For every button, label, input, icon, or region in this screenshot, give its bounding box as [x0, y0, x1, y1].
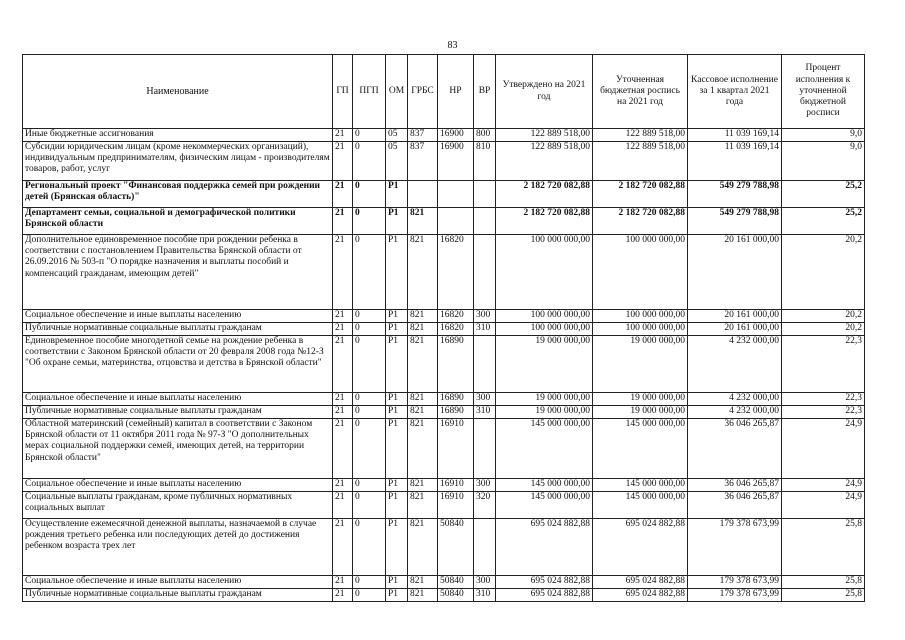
- cell-approved: 695 024 882,88: [496, 589, 593, 602]
- cell-vr: 310: [474, 323, 496, 336]
- cell-cash: 20 161 000,00: [688, 323, 782, 336]
- cell-approved: 145 000 000,00: [496, 492, 593, 519]
- cell-approved: 100 000 000,00: [496, 323, 593, 336]
- cell-gp: 21: [333, 406, 353, 419]
- cell-grbs: 821: [408, 336, 438, 393]
- cell-gp: 21: [333, 576, 353, 589]
- cell-om: P1: [386, 208, 408, 235]
- cell-vr: 310: [474, 406, 496, 419]
- cell-om: P1: [386, 419, 408, 479]
- cell-refined: 100 000 000,00: [593, 235, 688, 310]
- header-grbs: ГРБС: [408, 55, 438, 129]
- cell-gp: 21: [333, 589, 353, 602]
- cell-pgp: 0: [353, 589, 386, 602]
- cell-np: 16910: [438, 419, 474, 479]
- table-row: [23, 235, 865, 310]
- table-body: [23, 129, 865, 602]
- cell-cash: 36 046 265,87: [688, 479, 782, 492]
- cell-cash: 4 232 000,00: [688, 336, 782, 393]
- header-gp: ГП: [333, 55, 353, 129]
- cell-percent: 22,3: [782, 393, 865, 406]
- cell-refined: 695 024 882,88: [593, 519, 688, 576]
- cell-percent: 20,2: [782, 323, 865, 336]
- cell-gp: 21: [333, 310, 353, 323]
- cell-grbs: 821: [408, 208, 438, 235]
- cell-gp: 21: [333, 519, 353, 576]
- cell-pgp: 0: [353, 129, 386, 142]
- cell-om: 05: [386, 142, 408, 181]
- cell-pgp: 0: [353, 323, 386, 336]
- cell-om: P1: [386, 393, 408, 406]
- cell-np: 16910: [438, 479, 474, 492]
- cell-gp: 21: [333, 336, 353, 393]
- cell-grbs: 821: [408, 576, 438, 589]
- cell-np: 50840: [438, 576, 474, 589]
- cell-cash: 549 279 788,98: [688, 208, 782, 235]
- cell-grbs: 821: [408, 479, 438, 492]
- cell-cash: 179 378 673,99: [688, 519, 782, 576]
- cell-np: 16890: [438, 406, 474, 419]
- cell-gp: 21: [333, 492, 353, 519]
- cell-np: 16820: [438, 310, 474, 323]
- table-row: [23, 519, 865, 576]
- cell-cash: 36 046 265,87: [688, 419, 782, 479]
- cell-vr: [474, 419, 496, 479]
- cell-approved: 122 889 518,00: [496, 129, 593, 142]
- cell-percent: 20,2: [782, 310, 865, 323]
- cell-np: 16900: [438, 129, 474, 142]
- cell-grbs: 821: [408, 419, 438, 479]
- cell-refined: 19 000 000,00: [593, 336, 688, 393]
- cell-om: P1: [386, 336, 408, 393]
- cell-om: P1: [386, 589, 408, 602]
- cell-om: 05: [386, 129, 408, 142]
- cell-pgp: 0: [353, 310, 386, 323]
- cell-refined: 2 182 720 082,88: [593, 181, 688, 208]
- table-row: [23, 406, 865, 419]
- cell-approved: 695 024 882,88: [496, 576, 593, 589]
- cell-pgp: 0: [353, 208, 386, 235]
- cell-refined: 695 024 882,88: [593, 589, 688, 602]
- cell-om: P1: [386, 492, 408, 519]
- cell-percent: 22,3: [782, 336, 865, 393]
- header-percent: Процент исполнения к уточненной бюджетной росписи: [782, 55, 865, 129]
- cell-name: Единовременное пособие многодетной семье на рождение ребенка в соответствии с Законом Брянской области от 20 февраля 2008 года №12-З "Об охране семьи, материнства, отцовства и детства в Брянской области": [23, 336, 333, 393]
- cell-name: Социальное обеспечение и иные выплаты населению: [23, 310, 333, 323]
- table-row: [23, 419, 865, 479]
- cell-cash: 36 046 265,87: [688, 492, 782, 519]
- table-row: [23, 336, 865, 393]
- cell-approved: 145 000 000,00: [496, 479, 593, 492]
- cell-name: Дополнительное единовременное пособие при рождении ребенка в соответствии с постановлением Правительства Брянской области от 26.09.2016 № 503-п "О порядке назначения и выплаты пособий и компенсаций гражданам, имеющим детей": [23, 235, 333, 310]
- cell-grbs: 837: [408, 142, 438, 181]
- cell-approved: 19 000 000,00: [496, 393, 593, 406]
- cell-gp: 21: [333, 323, 353, 336]
- cell-name: Субсидии юридическим лицам (кроме некоммерческих организаций), индивидуальным предпринимателям, физическим лицам - производителям товаров, работ, услуг: [23, 142, 333, 181]
- cell-grbs: 821: [408, 519, 438, 576]
- cell-refined: 100 000 000,00: [593, 310, 688, 323]
- cell-vr: [474, 336, 496, 393]
- cell-percent: 25,2: [782, 181, 865, 208]
- cell-gp: 21: [333, 393, 353, 406]
- cell-refined: 19 000 000,00: [593, 393, 688, 406]
- cell-pgp: 0: [353, 393, 386, 406]
- header-cash: Кассовое исполнение за 1 квартал 2021 года: [688, 55, 782, 129]
- header-name: Наименование: [23, 55, 333, 129]
- cell-vr: 320: [474, 492, 496, 519]
- cell-pgp: 0: [353, 576, 386, 589]
- cell-om: P1: [386, 519, 408, 576]
- cell-refined: 145 000 000,00: [593, 479, 688, 492]
- cell-vr: 810: [474, 142, 496, 181]
- table-row: [23, 310, 865, 323]
- cell-name: Областной материнский (семейный) капитал в соответствии с Законом Брянской области от 11 октября 2011 года № 97-З "О дополнительных мерах социальной поддержки семей, имеющих детей, на территории Брянской области": [23, 419, 333, 479]
- cell-name: Публичные нормативные социальные выплаты гражданам: [23, 323, 333, 336]
- cell-percent: 25,2: [782, 208, 865, 235]
- cell-gp: 21: [333, 142, 353, 181]
- cell-vr: [474, 208, 496, 235]
- cell-name: Социальное обеспечение и иные выплаты населению: [23, 393, 333, 406]
- table-row: [23, 479, 865, 492]
- cell-vr: [474, 519, 496, 576]
- cell-approved: 19 000 000,00: [496, 406, 593, 419]
- budget-execution-table: [22, 54, 865, 602]
- cell-np: 16900: [438, 142, 474, 181]
- cell-gp: 21: [333, 419, 353, 479]
- cell-percent: 22,3: [782, 406, 865, 419]
- cell-grbs: 821: [408, 393, 438, 406]
- cell-approved: 19 000 000,00: [496, 336, 593, 393]
- cell-cash: 20 161 000,00: [688, 235, 782, 310]
- cell-approved: 100 000 000,00: [496, 310, 593, 323]
- cell-cash: 20 161 000,00: [688, 310, 782, 323]
- cell-np: 50840: [438, 589, 474, 602]
- cell-grbs: 821: [408, 323, 438, 336]
- cell-approved: 122 889 518,00: [496, 142, 593, 181]
- header-om: ОМ: [386, 55, 408, 129]
- cell-approved: 145 000 000,00: [496, 419, 593, 479]
- cell-name: Социальное обеспечение и иные выплаты населению: [23, 479, 333, 492]
- cell-gp: 21: [333, 181, 353, 208]
- header-approved: Утверждено на 2021 год: [496, 55, 593, 129]
- cell-pgp: 0: [353, 235, 386, 310]
- cell-grbs: 821: [408, 406, 438, 419]
- cell-cash: 11 039 169,14: [688, 142, 782, 181]
- table-row: [23, 323, 865, 336]
- cell-vr: 300: [474, 393, 496, 406]
- cell-gp: 21: [333, 479, 353, 492]
- cell-name: Публичные нормативные социальные выплаты гражданам: [23, 406, 333, 419]
- table-header-row: [23, 55, 865, 129]
- cell-percent: 25,8: [782, 589, 865, 602]
- cell-approved: 100 000 000,00: [496, 235, 593, 310]
- cell-om: P1: [386, 323, 408, 336]
- cell-percent: 24,9: [782, 419, 865, 479]
- cell-name: Социальное обеспечение и иные выплаты населению: [23, 576, 333, 589]
- cell-percent: 25,8: [782, 576, 865, 589]
- cell-vr: [474, 235, 496, 310]
- cell-grbs: 821: [408, 589, 438, 602]
- cell-name: Департамент семьи, социальной и демографической политики Брянской области: [23, 208, 333, 235]
- cell-refined: 145 000 000,00: [593, 492, 688, 519]
- cell-name: Региональный проект "Финансовая поддержка семей при рождении детей (Брянская область)": [23, 181, 333, 208]
- cell-pgp: 0: [353, 479, 386, 492]
- cell-gp: 21: [333, 235, 353, 310]
- table-row: [23, 129, 865, 142]
- cell-om: P1: [386, 576, 408, 589]
- cell-name: Публичные нормативные социальные выплаты гражданам: [23, 589, 333, 602]
- cell-pgp: 0: [353, 419, 386, 479]
- header-vr: ВР: [474, 55, 496, 129]
- cell-om: P1: [386, 235, 408, 310]
- cell-om: P1: [386, 406, 408, 419]
- cell-grbs: 821: [408, 235, 438, 310]
- cell-vr: 310: [474, 589, 496, 602]
- cell-np: 50840: [438, 519, 474, 576]
- cell-percent: 9,0: [782, 142, 865, 181]
- cell-refined: 19 000 000,00: [593, 406, 688, 419]
- cell-name: Иные бюджетные ассигнования: [23, 129, 333, 142]
- cell-np: 16890: [438, 336, 474, 393]
- cell-cash: 549 279 788,98: [688, 181, 782, 208]
- cell-approved: 695 024 882,88: [496, 519, 593, 576]
- cell-np: [438, 208, 474, 235]
- cell-np: 16820: [438, 323, 474, 336]
- header-refined: Уточненная бюджетная роспись на 2021 год: [593, 55, 688, 129]
- cell-om: P1: [386, 479, 408, 492]
- cell-om: P1: [386, 181, 408, 208]
- table-row: [23, 492, 865, 519]
- cell-percent: 20,2: [782, 235, 865, 310]
- cell-np: 16820: [438, 235, 474, 310]
- cell-pgp: 0: [353, 492, 386, 519]
- cell-cash: 4 232 000,00: [688, 393, 782, 406]
- cell-om: P1: [386, 310, 408, 323]
- cell-refined: 695 024 882,88: [593, 576, 688, 589]
- cell-pgp: 0: [353, 519, 386, 576]
- cell-name: Социальные выплаты гражданам, кроме публичных нормативных социальных выплат: [23, 492, 333, 519]
- cell-vr: 300: [474, 576, 496, 589]
- cell-cash: 11 039 169,14: [688, 129, 782, 142]
- cell-vr: 300: [474, 479, 496, 492]
- cell-vr: 300: [474, 310, 496, 323]
- cell-grbs: 821: [408, 492, 438, 519]
- cell-vr: 800: [474, 129, 496, 142]
- cell-pgp: 0: [353, 336, 386, 393]
- cell-grbs: [408, 181, 438, 208]
- cell-refined: 145 000 000,00: [593, 419, 688, 479]
- cell-percent: 25,8: [782, 519, 865, 576]
- header-pgp: ПГП: [353, 55, 386, 129]
- cell-gp: 21: [333, 208, 353, 235]
- cell-name: Осуществление ежемесячной денежной выплаты, назначаемой в случае рождения третьего ребенка или последующих детей до достижения ребенком возраста трех лет: [23, 519, 333, 576]
- table-row: [23, 576, 865, 589]
- table-row: [23, 208, 865, 235]
- cell-pgp: 0: [353, 181, 386, 208]
- cell-np: 16890: [438, 393, 474, 406]
- cell-grbs: 837: [408, 129, 438, 142]
- table-row: [23, 142, 865, 181]
- cell-percent: 24,9: [782, 479, 865, 492]
- table-row: [23, 393, 865, 406]
- table-row: [23, 181, 865, 208]
- cell-percent: 9,0: [782, 129, 865, 142]
- cell-refined: 2 182 720 082,88: [593, 208, 688, 235]
- cell-cash: 179 378 673,99: [688, 576, 782, 589]
- cell-np: [438, 181, 474, 208]
- cell-approved: 2 182 720 082,88: [496, 181, 593, 208]
- cell-pgp: 0: [353, 142, 386, 181]
- cell-percent: 24,9: [782, 492, 865, 519]
- cell-gp: 21: [333, 129, 353, 142]
- cell-pgp: 0: [353, 406, 386, 419]
- cell-refined: 100 000 000,00: [593, 323, 688, 336]
- cell-refined: 122 889 518,00: [593, 142, 688, 181]
- header-np: НР: [438, 55, 474, 129]
- cell-np: 16910: [438, 492, 474, 519]
- cell-approved: 2 182 720 082,88: [496, 208, 593, 235]
- page-number: 83: [447, 40, 458, 51]
- cell-grbs: 821: [408, 310, 438, 323]
- table-row: [23, 589, 865, 602]
- cell-vr: [474, 181, 496, 208]
- cell-refined: 122 889 518,00: [593, 129, 688, 142]
- cell-cash: 4 232 000,00: [688, 406, 782, 419]
- cell-cash: 179 378 673,99: [688, 589, 782, 602]
